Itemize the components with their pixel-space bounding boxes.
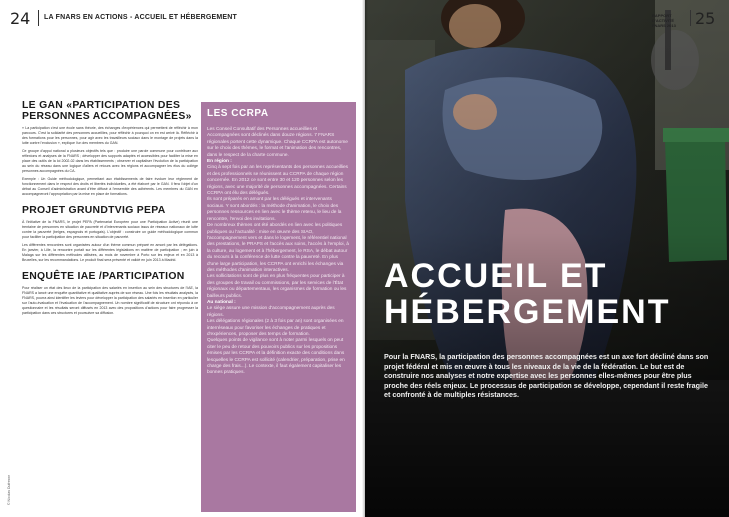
sidebar-paragraph: De nombreux thèmes ont été abordés en lien avec les politiques publiques ou l'actualité : mise en œuvre des SIAO, l'accompagnement vers et dans le logement, le référentiel national des prestations, le PRAPS et l'accès aux soins, l'accès à l'emploi, à la culture, au logement et à l'hébergement, le RSA, le débat autour du recours à la conférence de lutte contre la pauvreté. En plus d'une large participation, les CCRPA ont enrichi les échanges via des méthodes d'animation interactives. xyxy=(207,223,349,273)
page-gutter xyxy=(362,0,368,517)
article-title: ENQUÊTE IAE /PARTICIPATION xyxy=(22,271,185,282)
sidebar-paragraph: Cinq à sept fois par an les représentants des personnes accueillies et des professionnels se réunissent au CCRPA de chaque région concernée. En 2012 ce sont entre 30 et 120 personnes selon les régions, avec une majorité de personnes accompagnées. Certains CCRPA ont élu des délégués. xyxy=(207,165,348,197)
sidebar-paragraph: Les délégations régionales (2 à 3 fois par an) sont organisées en interréseaux pour favoriser les échanges de pratiques et d'expériences, proposer des temps de formation. xyxy=(207,319,344,337)
section-label: LA FNARS EN ACTIONS xyxy=(44,14,128,21)
article-pepa xyxy=(22,205,198,263)
header-divider xyxy=(38,10,39,26)
section-title: - ACCUEIL ET HÉBERGEMENT xyxy=(129,14,238,21)
sidebar-paragraph: Les Conseil Consultatif des Personnes accueillies et Accompagnées sont déclinés dans douze régions. 7 FNARS régionales portent cette dynamique. Chaque CCRPA est autonome sur le choix des thèmes, le format et l'animation des rencontres, dans le respect de la charte commune. xyxy=(207,127,348,158)
sidebar-paragraph: Ils sont préparés en amont par les délégués et intervenants sociaux. Y sont abordés : la méthode d'animation, le choix des personnes ressources en lien avec le thème retenu, le lieu de la rencontre, l'envoi des invitations. xyxy=(207,197,342,222)
article-title: LE GAN «PARTICIPATION DES PERSONNES ACCOMPAGNÉES» xyxy=(22,100,192,122)
report-label xyxy=(652,13,676,28)
photo-credit: © Nicolas Dufresne xyxy=(7,474,11,505)
page-number-left: 24 xyxy=(10,9,31,28)
report-label-line: FNARS 2013 xyxy=(652,23,676,28)
article-paragraph: Ce groupe d'appui national a plusieurs objectifs tels que : produire une parole commune pour contribuer aux réflexions et analyses de la FNARS ; développer des supports adaptés et accessibles pour faciliter la mise en place des outils de la loi 2002-02 dans les établissements ; observer et capitaliser l'évolution de la participation au sein du réseau dans une logique d'allers et retours avec les régions et accompagner les élus du collège personnes accompagnées du CA. xyxy=(22,149,198,173)
section-header xyxy=(44,14,237,21)
report-label-line: RAPPORT xyxy=(652,13,672,18)
article-paragraph: « La participation c'est une école sans théorie, des échanges d'expériences qui permettent de réfléchir à mon parcours. C'est la solidarité des personnes accueillies, pour réfléchir à pourquoi on en est arrivé là. Réfléchir à des formations pour les personnes, pour agir avec les travailleurs sociaux dans le montage de projets dans la lutte contre l'exclusion », explique l'un des membres du GAN. xyxy=(22,126,198,145)
article-gan xyxy=(22,100,198,197)
page-number-right: 25 xyxy=(695,9,716,28)
sidebar-subheading: En région : xyxy=(207,159,232,165)
article-iae xyxy=(22,271,198,316)
article-title: PROJET GRUNDTVIG PEPA xyxy=(22,205,166,216)
article-paragraph: Exemple : Un Guide méthodologique, permettant aux établissements de faire évoluer leur règlement de fonctionnement dans le respect des droits et libertés individuelles, a été élaboré par le GAN. Il fera l'objet d'un débat au Conseil d'administration avant d'être diffusé à l'ensemble des adhérents. Les membres du GAN en accompagneront l'appropriation par la mise en place de formations. xyxy=(22,177,198,196)
sidebar-title: LES CCRPA xyxy=(207,108,269,119)
feature-intro: Pour la FNARS, la participation des personnes accompagnées est un axe fort décliné dans son projet fédéral et mis en œuvre à tous les niveaux de la vie de la fédération. Le but est de construire nos analyses et notre expertise avec les personnes elles-mêmes pour être plus proche des réels enjeux. Le processus de participation se développe, cependant il reste fragile et confronté à de multiples résistances. xyxy=(384,352,709,400)
sidebar-paragraph: Les sollicitations sont de plus en plus fréquentes pour participer à des groupes de travail ou commissions, par les services de l'État régionaux ou départementaux, les organismes de formation ou les bailleurs publics. xyxy=(207,274,347,299)
header-divider-right xyxy=(690,10,691,26)
sidebar-subheading: Au national : xyxy=(207,299,236,305)
article-paragraph: Pour réaliser un état des lieux de la participation des salariés en insertion au sein des structures de l'IAE, la FNARS a lancé une enquête quantitative et qualitative auprès de son réseau. Une fois les résultats analysés, la FNARS, pourra ainsi identifier les leviers pour développer la participation des salariés en insertion en particulier sur l'auto-évaluation et l'évaluation de l'accompagnement. Un nombre significatif de structure ont répondu à ce questionnaire et les résultats seront diffusés en 2013 avec des propositions d'actions pour faire progresser la participation dans ces structures et poursuivre sa diffusion. xyxy=(22,286,198,315)
feature-title-line: HÉBERGEMENT xyxy=(384,293,671,331)
feature-title-line: ACCUEIL ET xyxy=(384,257,608,295)
feature-title xyxy=(384,258,670,330)
report-label-line: D'ACTIVITÉ xyxy=(652,18,675,23)
main-column xyxy=(22,100,198,324)
article-paragraph: À l'initiative de la FNARS, le projet PEPA (Partenariat Européen pour une Participation Active) réunit une trentaine de personnes en situation de pauvreté et d'intervenants sociaux issus de réseaux nationaux de lutte contre la pauvreté (belges, espagnols et portugais). L'objectif : construire un guide méthodologique commun pour faciliter la participation des personnes en situation de pauvreté. xyxy=(22,220,198,239)
article-paragraph: Les différentes rencontres sont organisées autour d'un thème commun préparé en amont par les délégations. En janvier, à Lille, la rencontre portait sur les différentes législations en matière de participation ; en juin à Malaga sur les différentes méthodes utilisées, au mois de novembre à Porto sur les enjeux et en 2013 à Bruxelles, sur les recommandations. Le produit final sera présenté et validé en juin 2013 à Madrid. xyxy=(22,243,198,262)
ccrpa-sidebar xyxy=(201,102,356,512)
sidebar-paragraph: Le siège assure une mission d'accompagnement auprès des régions. xyxy=(207,306,335,318)
sidebar-paragraph: Quelques points de vigilance sont à noter parmi lesquels on peut citer le peu de retour des pouvoirs publics sur les propositions émises par les CCRPA et la définition exacte des conditions dans lesquelles le CCRPA est sollicité (calendrier, préparation, prise en charge des frais...). Le contexte, il faut également capitaliser les bonnes pratiques. xyxy=(207,338,345,376)
